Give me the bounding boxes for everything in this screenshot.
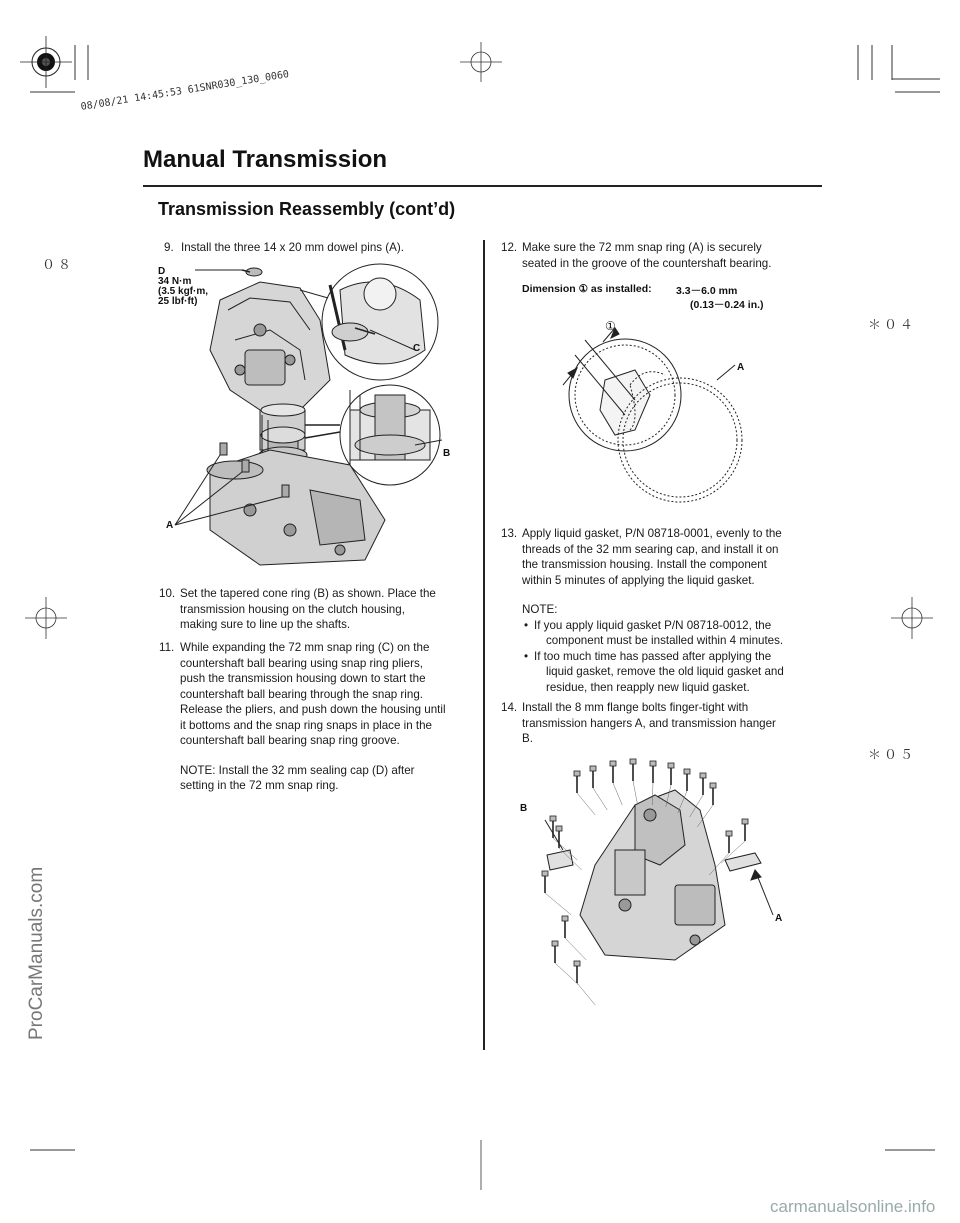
step-text-line: making sure to line up the shafts. (180, 618, 351, 631)
step-number: 11. (159, 641, 175, 654)
step-text-line: countershaft ball bearing snap ring groove. (180, 734, 400, 747)
label-b: B (443, 448, 451, 459)
step-text-line: countershaft ball bearing using snap ring pliers, (180, 656, 423, 670)
step-text-line: seated in the groove of the countershaft bearing. (522, 256, 772, 270)
label-a: A (775, 913, 783, 924)
step-text-line: it bottoms and the snap ring snaps in place in the (180, 718, 432, 732)
step-number: 14. (501, 701, 518, 714)
label-d: D (158, 266, 166, 277)
bullet-line: If you apply liquid gasket P/N 08718-0012, the (534, 618, 772, 632)
crosshair-icon (25, 597, 67, 639)
step-text-line: threads of the 32 mm searing cap, and install it on (522, 542, 779, 556)
step-text-line: transmission housing on the clutch housing, (180, 602, 405, 616)
note-title: NOTE: (522, 603, 558, 616)
torque-spec-line: (3.5 kgf·m, (158, 286, 209, 297)
bullet-line: If too much time has passed after applying the (534, 649, 772, 663)
spec-value-imperial: (0.13－0.24 in.) (690, 299, 764, 311)
torque-spec (158, 277, 208, 307)
figure-snap-ring (555, 320, 765, 510)
step-text-line: Apply liquid gasket, P/N 08718-0001, evenly to the (522, 527, 782, 540)
section-subtitle: Transmission Reassembly (cont’d) (158, 199, 456, 219)
step-text-line: Release the pliers, and push down the housing until (180, 703, 446, 716)
crosshair-icon (891, 597, 933, 639)
step-text-line: Make sure the 72 mm snap ring (A) is securely (522, 241, 762, 254)
step-text-line: Set the tapered cone ring (B) as shown. Place the (180, 587, 436, 600)
step-number: 9. (164, 241, 174, 254)
step-9 (164, 240, 474, 256)
label-a: A (737, 362, 745, 373)
step-text-line: B. (522, 732, 533, 745)
step-number: 10. (159, 587, 176, 600)
label-a: A (166, 520, 174, 531)
dimension-1-marker: ① (605, 319, 616, 333)
step-11 (159, 640, 479, 794)
bullet-line: component must be installed within 4 minutes. (546, 634, 784, 647)
spec-label: Dimension ① as installed: (522, 283, 652, 295)
torque-spec-line: 34 N·m (158, 276, 192, 287)
step-text-line: transmission hangers A, and transmission hanger (522, 716, 776, 730)
note-line: setting in the 72 mm snap ring. (180, 779, 339, 792)
step-text: Install the three 14 x 20 mm dowel pins (A). (181, 241, 404, 254)
step-12 (501, 240, 821, 271)
figure-flange-bolts (525, 755, 775, 995)
step-10 (159, 586, 479, 633)
step-13 (501, 526, 821, 695)
watermark-bottom: carmanualsonline.info (770, 1197, 936, 1216)
step-14 (501, 700, 821, 747)
column-divider (483, 240, 485, 1050)
bolt-icon (574, 771, 595, 815)
label-c: C (413, 343, 421, 354)
note-bullet (522, 649, 821, 696)
crosshair-icon (460, 42, 502, 82)
step-text-line: within 5 minutes of applying the liquid gasket. (522, 573, 755, 587)
bullet-line: liquid gasket, remove the old liquid gasket and (546, 665, 784, 678)
note-bullet (522, 618, 821, 649)
step-text-line: Install the 8 mm flange bolts finger-tight with (522, 701, 749, 714)
note-line: NOTE: Install the 32 mm sealing cap (D) after (180, 763, 415, 777)
label-b: B (520, 803, 528, 814)
bolt-icon (610, 761, 622, 805)
bolt-icon (630, 759, 637, 803)
registration-target-icon (20, 36, 72, 88)
page-title: Manual Transmission (143, 146, 388, 173)
step-text-line: countershaft ball bearing through the snap ring. (180, 687, 423, 701)
margin-mark-right-bottom: ＊０５ (868, 748, 917, 763)
step-text-line: push the transmission housing down to start the (180, 672, 426, 685)
margin-mark-left: ０８ (42, 258, 75, 273)
torque-spec-line: 25 lbf·ft) (158, 296, 198, 307)
step-number: 12. (501, 241, 518, 254)
step-number: 13. (501, 527, 518, 540)
watermark-side: ProCarManuals.com (26, 866, 47, 1040)
margin-mark-right-top: ＊０４ (868, 318, 917, 333)
bolt-icon (542, 871, 571, 915)
bolt-icon (590, 766, 607, 810)
print-timestamp: 08/08/21 14:45:53 61SNR030_130_0060 (80, 69, 290, 113)
bolt-icon (562, 916, 586, 960)
spec-value-metric: 3.3－6.0 mm (676, 285, 738, 297)
title-rule (143, 185, 822, 187)
step-text-line: While expanding the 72 mm snap ring (C) on the (180, 641, 430, 654)
step-text-line: the transmission housing. Install the component (522, 558, 767, 571)
bullet-line: residue, then reapply new liquid gasket. (546, 680, 750, 694)
